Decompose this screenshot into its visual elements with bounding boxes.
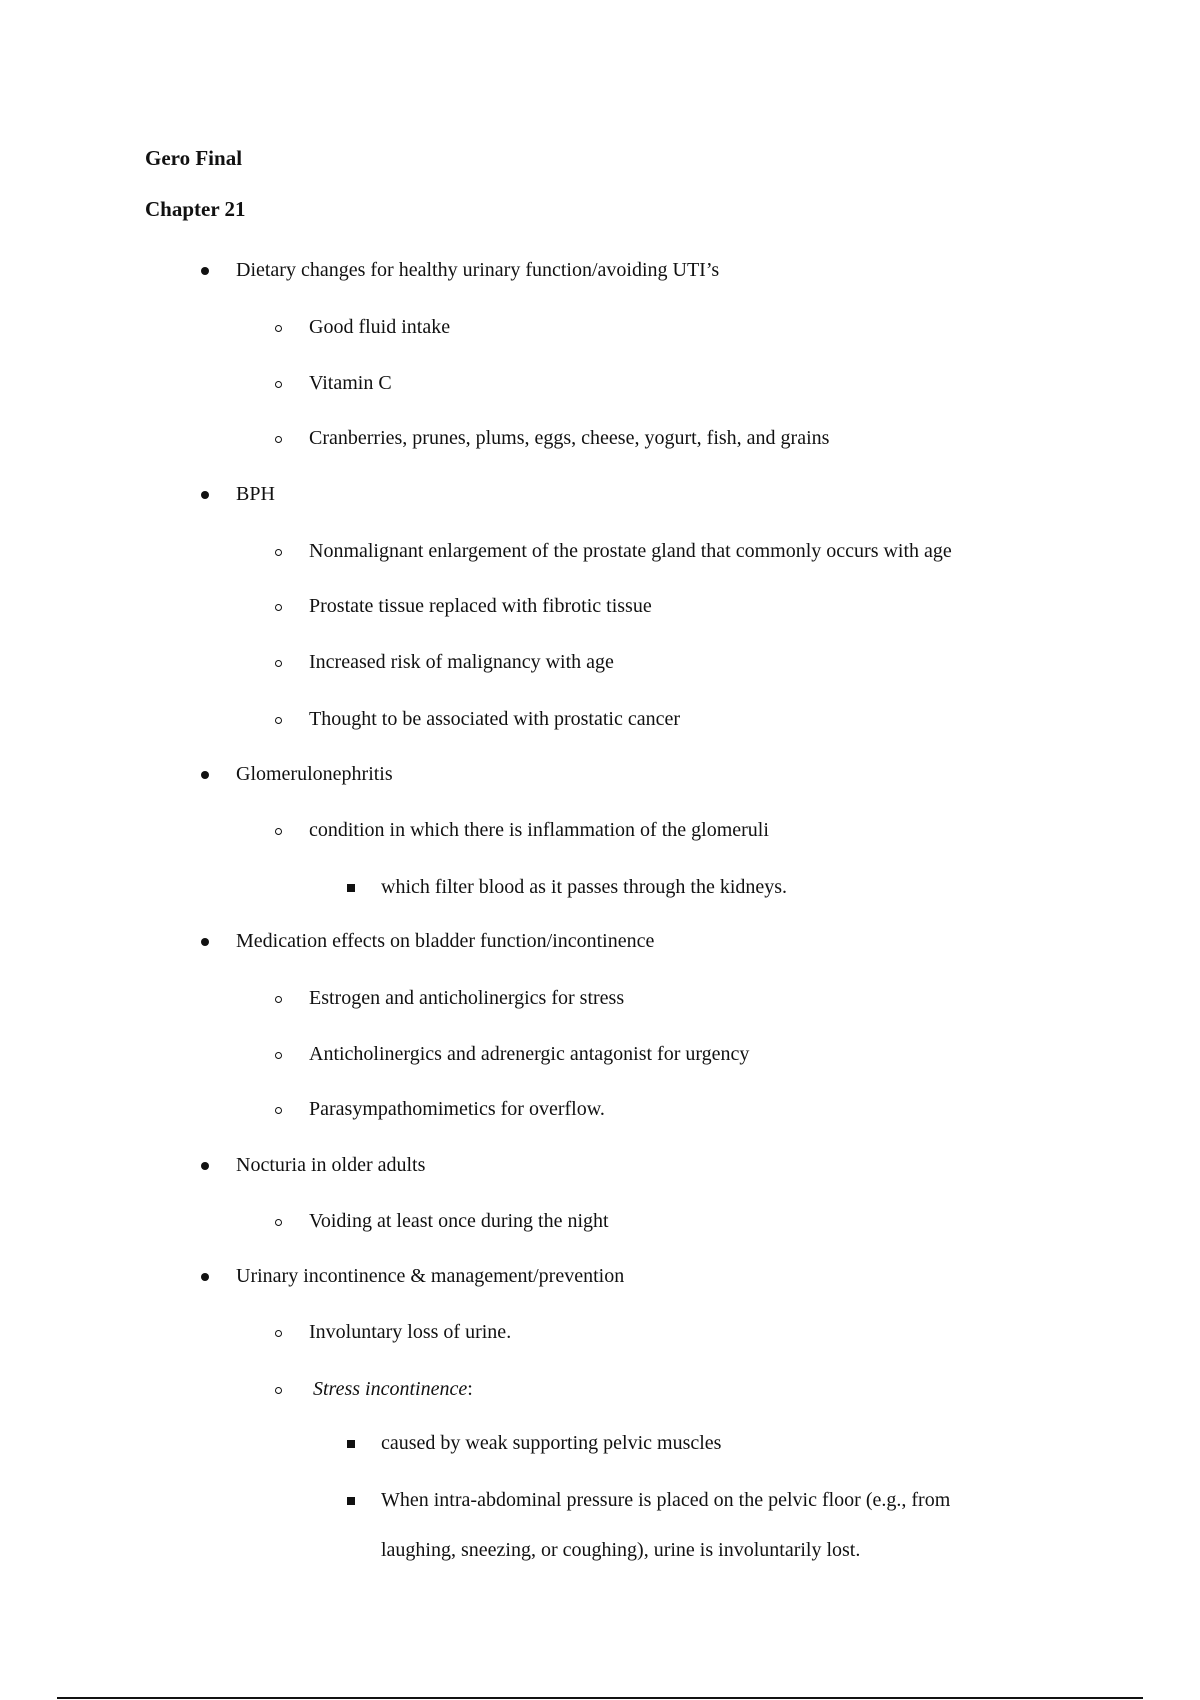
list-item: Thought to be associated with prostatic cancer — [309, 708, 680, 730]
list-item: When intra-abdominal pressure is placed on the pelvic floor (e.g., from — [381, 1489, 951, 1511]
bullet-circle-icon — [268, 1207, 288, 1235]
stress-incontinence-label: Stress incontinence — [313, 1378, 468, 1400]
bullet-circle-icon — [268, 1095, 288, 1123]
bullet-circle-icon — [268, 984, 288, 1012]
bullet-disc-icon — [195, 927, 215, 955]
list-item: Nonmalignant enlargement of the prostate gland that commonly occurs with age — [309, 540, 952, 562]
list-item: Urinary incontinence & management/prevention — [236, 1265, 625, 1287]
bullet-circle-icon — [268, 537, 288, 565]
list-item: Voiding at least once during the night — [309, 1210, 609, 1232]
bullet-disc-icon — [195, 760, 215, 788]
stress-incontinence-colon: : — [467, 1378, 473, 1400]
list-item: Glomerulonephritis — [236, 763, 393, 785]
list-item: Medication effects on bladder function/incontinence — [236, 930, 655, 952]
list-item: Estrogen and anticholinergics for stress — [309, 987, 625, 1009]
list-item: Involuntary loss of urine. — [309, 1321, 512, 1343]
bullet-circle-icon — [268, 592, 288, 620]
page-bottom-rule — [57, 1697, 1143, 1699]
bullet-square-icon — [341, 1429, 361, 1457]
bullet-disc-icon — [195, 1151, 215, 1179]
bullet-square-icon — [341, 873, 361, 901]
document-title: Gero Final — [145, 146, 243, 170]
bullet-circle-icon — [268, 816, 288, 844]
list-item: Nocturia in older adults — [236, 1154, 426, 1176]
bullet-disc-icon — [195, 256, 215, 284]
list-item: which filter blood as it passes through the kidneys. — [381, 876, 788, 898]
bullet-circle-icon — [268, 648, 288, 676]
bullet-square-icon — [341, 1486, 361, 1514]
list-item: Parasympathomimetics for overflow. — [309, 1098, 605, 1120]
list-item: Prostate tissue replaced with fibrotic tissue — [309, 595, 652, 617]
list-item: Vitamin C — [309, 372, 392, 394]
list-item-continuation: laughing, sneezing, or coughing), urine is involuntarily lost. — [381, 1539, 861, 1561]
list-item: Increased risk of malignancy with age — [309, 651, 614, 673]
bullet-circle-icon — [268, 705, 288, 733]
list-item: caused by weak supporting pelvic muscles — [381, 1432, 722, 1454]
chapter-heading: Chapter 21 — [145, 197, 246, 221]
list-item: Cranberries, prunes, plums, eggs, cheese, yogurt, fish, and grains — [309, 427, 830, 449]
bullet-circle-icon — [268, 1318, 288, 1346]
list-item — [313, 1375, 473, 1403]
bullet-disc-icon — [195, 1262, 215, 1290]
bullet-disc-icon — [195, 480, 215, 508]
bullet-circle-icon — [268, 313, 288, 341]
list-item: Dietary changes for healthy urinary function/avoiding UTI’s — [236, 259, 720, 281]
bullet-circle-icon — [268, 369, 288, 397]
list-item: Good fluid intake — [309, 316, 451, 338]
list-item: BPH — [236, 483, 275, 505]
bullet-circle-icon — [268, 424, 288, 452]
list-item: condition in which there is inflammation of the glomeruli — [309, 819, 769, 841]
bullet-circle-icon — [268, 1040, 288, 1068]
list-item: Anticholinergics and adrenergic antagonist for urgency — [309, 1043, 750, 1065]
bullet-circle-icon — [268, 1375, 288, 1403]
